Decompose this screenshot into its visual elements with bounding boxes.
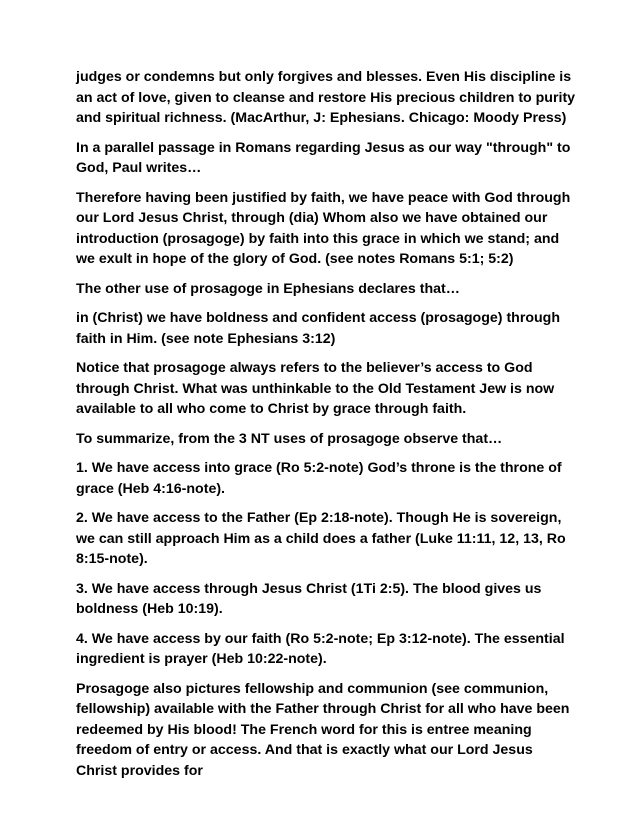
paragraph-other-use: The other use of prosagoge in Ephesians declares that… bbox=[76, 280, 460, 297]
paragraph-summarize: To summarize, from the 3 NT uses of prosagoge observe that… bbox=[76, 430, 503, 447]
paragraph-parallel-passage: In a parallel passage in Romans regarding Jesus as our way "through" to God, Paul writes… bbox=[76, 139, 571, 176]
list-item-1: 1. We have access into grace (Ro 5:2-note) God’s throne is the throne of grace (Heb 4:16-note). bbox=[76, 460, 562, 497]
paragraph-ephesians-quote: in (Christ) we have boldness and confident access (prosagoge) through faith in Him. (see note Ephesians 3:12) bbox=[76, 310, 561, 347]
list-item-3: 3. We have access through Jesus Christ (1Ti 2:5). The blood gives us boldness (Heb 10:19). bbox=[76, 580, 542, 617]
document-page bbox=[76, 67, 576, 790]
paragraph-discipline: judges or condemns but only forgives and blesses. Even His discipline is an act of love, given to cleanse and restore His precious children to purity and spiritual richness. (MacArthur, J: Ephesians. Chicago: Moody Press) bbox=[76, 69, 576, 126]
paragraph-notice: Notice that prosagoge always refers to the believer’s access to God through Christ. What was unthinkable to the Old Testament Jew is now available to all who come to Christ by grace through faith. bbox=[76, 360, 555, 417]
paragraph-fellowship: Prosagoge also pictures fellowship and communion (see communion, fellowship) available with the Father through Christ for all who have been redeemed by His blood! The French word for this is entree meaning freedom of entry or access. And that is exactly what our Lord Jesus Christ provides for bbox=[76, 680, 570, 779]
list-item-4: 4. We have access by our faith (Ro 5:2-note; Ep 3:12-note). The essential ingredient is prayer (Heb 10:22-note). bbox=[76, 630, 565, 667]
list-item-2: 2. We have access to the Father (Ep 2:18-note). Though He is sovereign, we can still approach Him as a child does a father (Luke 11:11, 12, 13, Ro 8:15-note). bbox=[76, 510, 566, 567]
paragraph-romans-quote: Therefore having been justified by faith, we have peace with God through our Lord Jesus Christ, through (dia) Whom also we have obtained our introduction (prosagoge) by faith into this grace in which we stand; and we exult in hope of the glory of God. (see notes Romans 5:1; 5:2) bbox=[76, 189, 571, 267]
